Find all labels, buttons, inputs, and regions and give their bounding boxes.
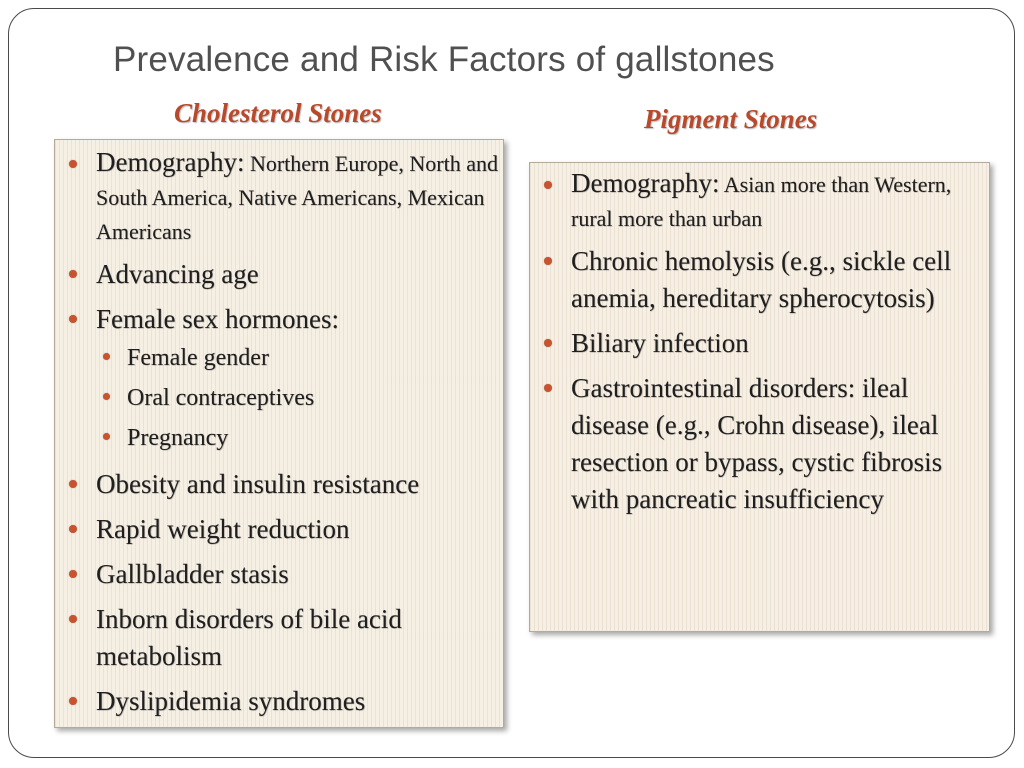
bullet-icon: [103, 433, 110, 440]
cholesterol-stones-heading: Cholesterol Stones: [174, 98, 382, 128]
bullet-icon: [69, 697, 77, 705]
demography-label: Demography:: [96, 147, 245, 177]
list-item: Chronic hemolysis (e.g., sickle cell anemia, hereditary spherocytosis): [530, 243, 989, 317]
sub-list-item: Oral contraceptives: [55, 378, 503, 418]
sub-list-item: Female gender: [55, 338, 503, 378]
bullet-icon: [544, 339, 552, 347]
list-item: Inborn disorders of bile acid metabolism: [55, 601, 503, 675]
slide-title: Prevalence and Risk Factors of gallstones: [113, 40, 775, 79]
bullet-icon: [69, 480, 77, 488]
pigment-risk-list: [530, 163, 989, 518]
list-item: Rapid weight reduction: [55, 511, 503, 548]
bullet-icon: [103, 393, 110, 400]
list-item: Gallbladder stasis: [55, 556, 503, 593]
pigment-stones-heading: Pigment Stones: [644, 104, 818, 134]
bullet-icon: [69, 270, 77, 278]
bullet-icon: [544, 257, 552, 265]
bullet-icon: [544, 384, 552, 392]
demography-text: Asian more than Western, rural more than urban: [571, 172, 952, 231]
bullet-icon: [103, 353, 110, 360]
bullet-icon: [69, 570, 77, 578]
list-item: Dyslipidemia syndromes: [55, 683, 503, 720]
list-item: Advancing age: [55, 256, 503, 293]
list-item: Obesity and insulin resistance: [55, 466, 503, 503]
list-item-demography: [530, 167, 989, 235]
demography-label: Demography:: [571, 168, 720, 198]
bullet-icon: [69, 160, 77, 168]
list-item-demography: [55, 146, 503, 248]
cholesterol-risk-list: [55, 140, 503, 720]
demography-text: Northern Europe, North and South America, Native Americans, Mexican Americans: [96, 151, 499, 244]
bullet-icon: [69, 315, 77, 323]
bullet-icon: [544, 181, 552, 189]
list-item: Gastrointestinal disorders: ileal disease (e.g., Crohn disease), ileal resection or bypass, cystic fibrosis with pancreatic insufficiency: [530, 370, 989, 518]
bullet-icon: [69, 525, 77, 533]
cholesterol-stones-box: [54, 139, 504, 728]
sub-list-item: Pregnancy: [55, 418, 503, 458]
bullet-icon: [69, 615, 77, 623]
list-item: Female sex hormones:: [55, 301, 503, 338]
pigment-stones-box: [529, 162, 990, 632]
list-item: Biliary infection: [530, 325, 989, 362]
